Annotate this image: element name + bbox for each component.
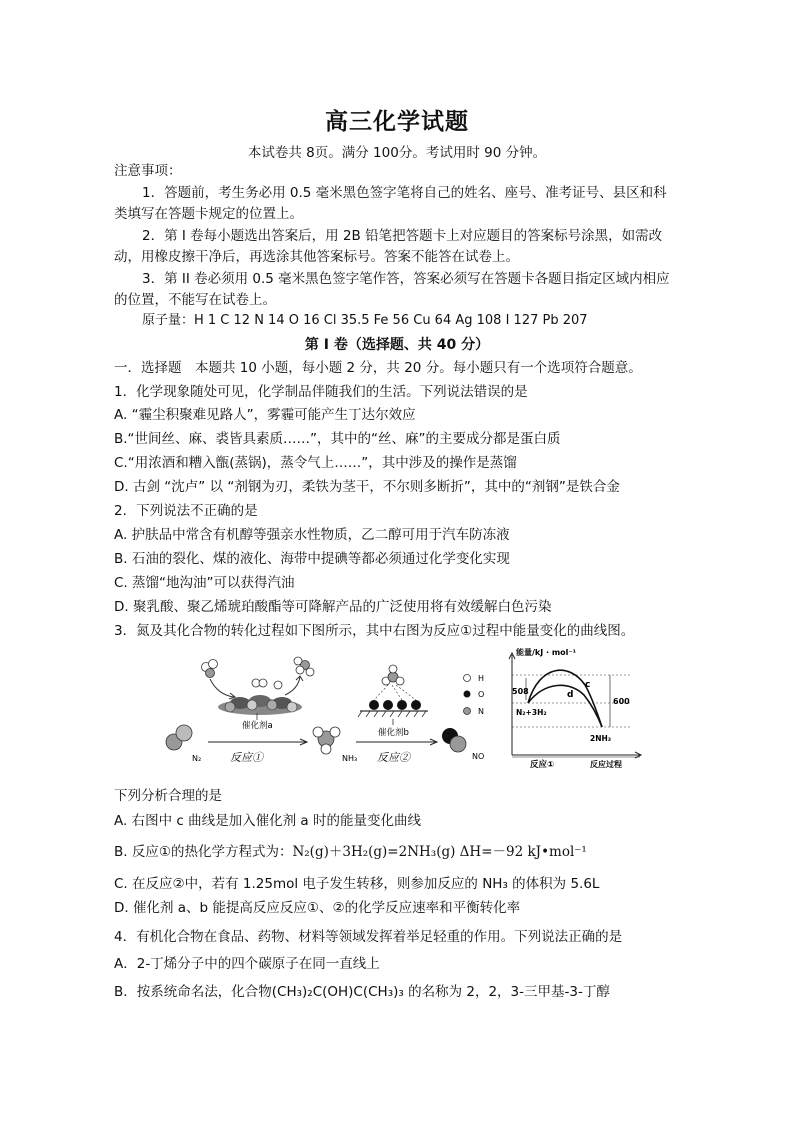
oxygen-atom-icon (464, 691, 471, 698)
q2-stem: 2．下列说法不正确的是 (114, 503, 258, 519)
note-1-line-2: 类填写在答题卡规定的位置上。 (114, 206, 303, 222)
reaction-1-label: 反应① (230, 751, 263, 764)
q2-option-c: C. 蒸馏“地沟油”可以获得汽油 (114, 575, 295, 591)
energy-axis-label: 能量/kJ · mol⁻¹ (516, 648, 577, 657)
curve-d (528, 685, 602, 727)
q3-figure (160, 645, 645, 773)
volume-title: 第 I 卷（选择题、共 40 分） (304, 337, 490, 353)
section-heading: 一．选择题 本题共 10 小题，每小题 2 分，共 20 分。每小题只有一个选项符合题意。 (114, 360, 642, 376)
h2-molecule-top-left (202, 660, 218, 678)
no-molecule (442, 728, 466, 752)
q1-option-b: B.“世间丝、麻、裘皆具素质……”，其中的“丝、麻”的主要成分都是蛋白质 (114, 431, 561, 447)
note-3-line-2: 的位置，不能写在试卷上。 (114, 292, 276, 308)
q3-option-d: D. 催化剂 a、b 能提高反应反应①、②的化学反应速率和平衡转化率 (114, 900, 521, 916)
notes-heading: 注意事项： (114, 163, 182, 179)
q1-option-c: C.“用浓酒和糟入甑(蒸锅)，蒸令气上……”，其中涉及的操作是蒸馏 (114, 455, 517, 471)
q3-option-b (114, 842, 587, 862)
n2-molecule (166, 725, 192, 750)
no-label: NO (472, 752, 485, 761)
q2-option-d: D. 聚乳酸、聚乙烯琥珀酸酯等可降解产品的广泛使用将有效缓解白色污染 (114, 599, 552, 615)
q3-stem: 3．氮及其化合物的转化过程如下图所示，其中右图为反应①过程中能量变化的曲线图。 (114, 623, 635, 639)
q4-stem: 4．有机化合物在食品、药物、材料等领域发挥着举足轻重的作用。下列说法正确的是 (114, 929, 623, 945)
q3-prompt: 下列分析合理的是 (114, 788, 222, 804)
q3-option-a: A. 右图中 c 曲线是加入催化剂 a 时的能量变化曲线 (114, 813, 421, 829)
q1-option-a: A. “霾尘积聚难见路人”，雾霾可能产生丁达尔效应 (114, 407, 416, 423)
nh3-molecule (313, 727, 340, 754)
q4-option-b: B．按系统命名法，化合物(CH₃)₂C(OH)C(CH₃)₃ 的名称为 2，2，3-三甲基-3-丁醇 (114, 984, 610, 1000)
atomic-mass-table: 原子量：H 1 C 12 N 14 O 16 Cl 35.5 Fe 56 Cu 64 Ag 108 I 127 Pb 207 (142, 313, 588, 328)
legend-h: H (478, 674, 485, 683)
legend-o: O (478, 690, 485, 699)
q3-option-b-equation: N₂(g)＋3H₂(g)=2NH₃(g) ΔH=－92 kJ•mol⁻¹ (292, 844, 587, 860)
h2-molecule-middle (252, 679, 282, 689)
curved-arrow-right (285, 677, 300, 695)
reaction-2-label: 反应② (377, 751, 410, 764)
atom-legend (464, 674, 485, 716)
q3-option-b-prefix: B. 反应①的热化学方程式为： (114, 844, 293, 860)
q1-stem: 1．化学现象随处可见，化学制品伴随我们的生活。下列说法错误的是 (114, 384, 528, 400)
q4-option-a: A．2-丁烯分子中的四个碳原子在同一直线上 (114, 956, 380, 972)
reactants-label: N₂+3H₂ (516, 708, 547, 717)
curve-c (528, 670, 602, 727)
energy-diagram (509, 647, 641, 770)
note-2-line-1: 2．第 I 卷每小题选出答案后，用 2B 铅笔把答题卡上对应题目的答案标号涂黑，如需改 (142, 228, 663, 244)
curve-d-label: d (567, 690, 574, 700)
diagram-caption: 反应① (530, 760, 555, 770)
x-axis-label: 反应过程 (590, 760, 622, 769)
hydrogen-atom-icon (464, 675, 471, 682)
curve-c-label: c (585, 680, 591, 690)
nh3-label: NH₃ (342, 754, 358, 763)
n2-label: N₂ (192, 754, 202, 763)
q1-option-d: D. 古剑 “沈卢” 以 “剂钢为刃，柔铁为茎干，不尔则多断折”，其中的“剂钢”是铁合金 (114, 479, 620, 495)
exam-info: 本试卷共 8页。满分 100分。考试用时 90 分钟。 (247, 145, 547, 161)
note-2-line-2: 动，用橡皮擦干净后，再选涂其他答案标号。答案不能答在试卷上。 (114, 249, 519, 265)
value-600: 600 (613, 697, 630, 706)
q2-option-b: B. 石油的裂化、煤的液化、海带中提碘等都必须通过化学变化实现 (114, 551, 510, 567)
value-508: 508 (512, 687, 529, 696)
nitrogen-atom-icon (464, 708, 471, 715)
legend-n: N (478, 707, 484, 716)
nh3-molecule-top-right (294, 657, 314, 676)
page-title: 高三化学试题 (325, 108, 469, 135)
q3-option-c: C. 在反应②中，若有 1.25mol 电子发生转移，则参加反应的 NH₃ 的体积为 5.6L (114, 876, 600, 892)
catalyst-b-label: 催化剂b (378, 728, 409, 738)
note-1-line-1: 1．答题前，考生务必用 0.5 毫米黑色签字笔将自己的姓名、座号、准考证号、县区和科 (142, 185, 667, 201)
curved-arrow-left (210, 679, 234, 697)
catalyst-b-surface (358, 665, 428, 717)
note-3-line-1: 3．第 II 卷必须用 0.5 毫米黑色签字笔作答，答案必须写在答题卡各题目指定区域内相应 (142, 271, 670, 287)
q2-option-a: A. 护肤品中常含有机醇等强亲水性物质，乙二醇可用于汽车防冻液 (114, 527, 510, 543)
product-label: 2NH₃ (590, 734, 612, 743)
catalyst-a-label: 催化剂a (242, 721, 273, 731)
